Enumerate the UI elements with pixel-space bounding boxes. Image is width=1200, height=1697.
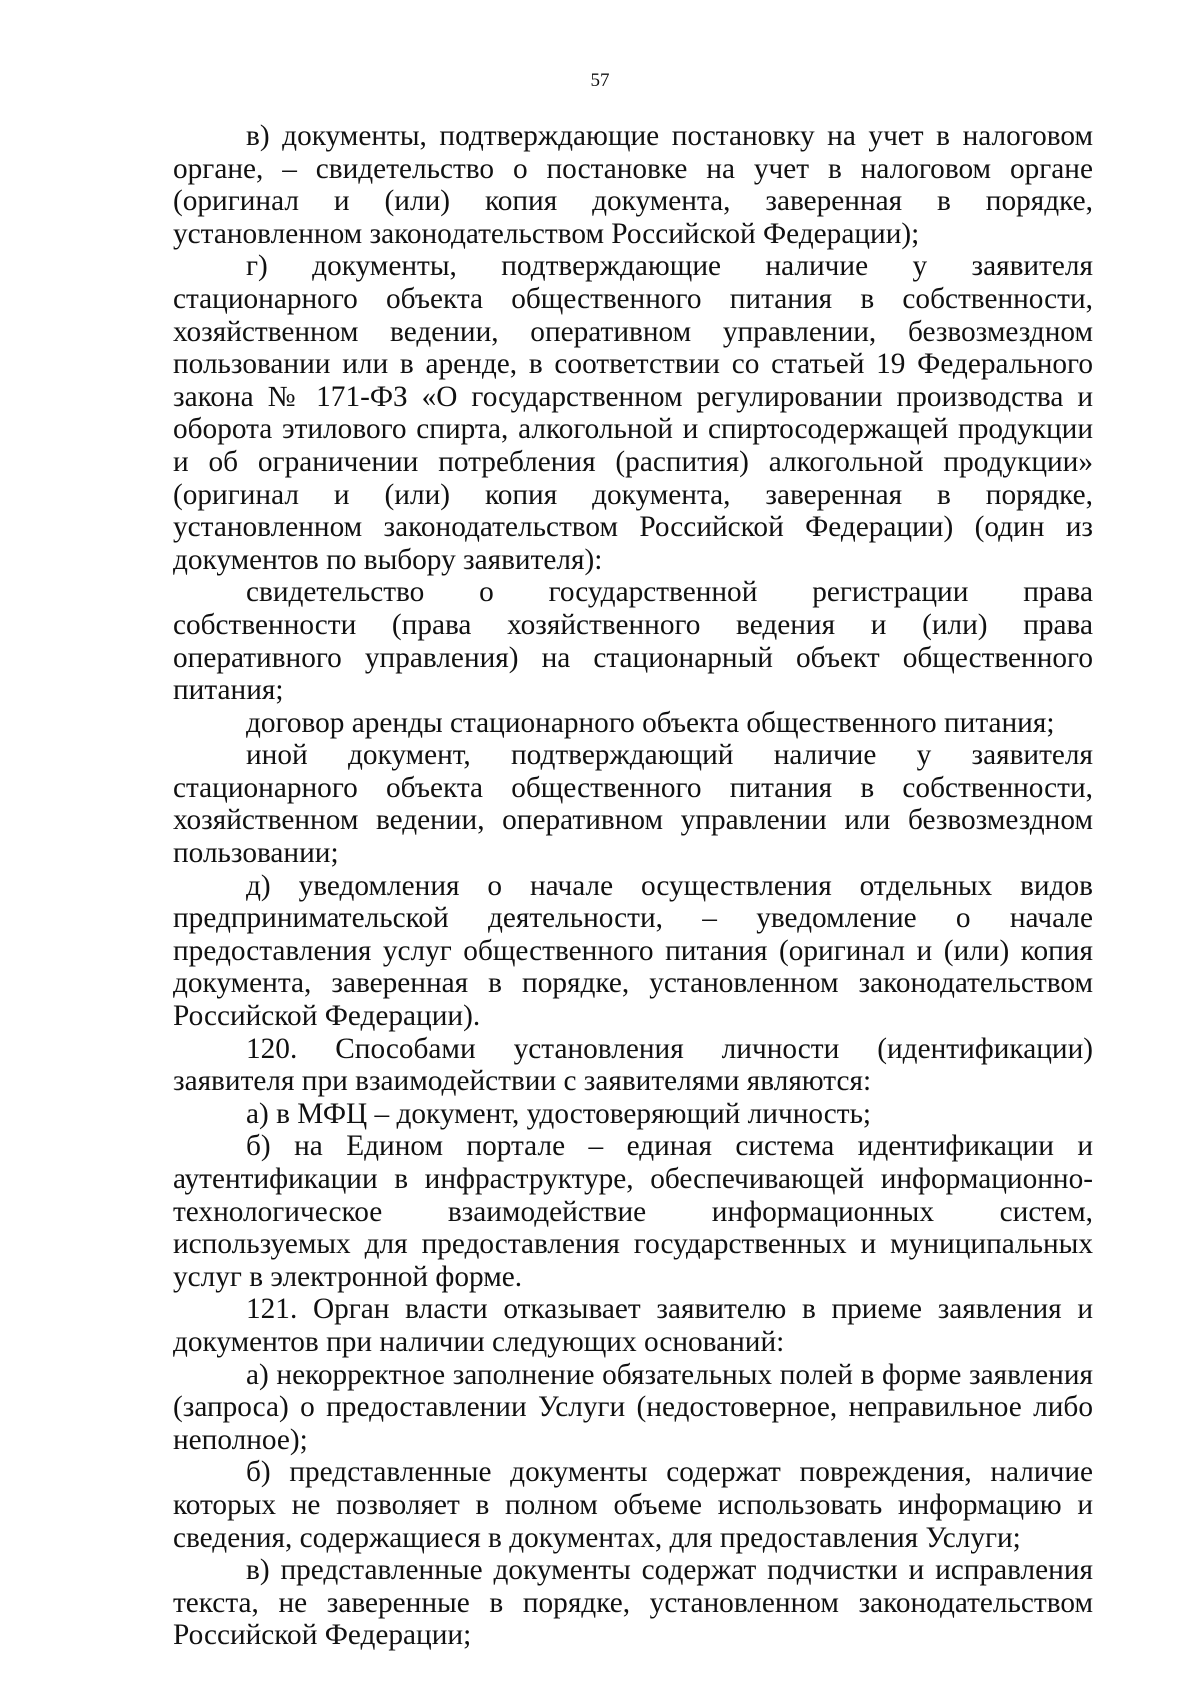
paragraph-d-notification: д) уведомления о начале осуществления отдельных видов предпринимательской деятельности, – уведомление о начале предоставления услуг общественного питания (оригинал и (или) копия документа, заверенная в порядке, установленном законодательством Российской Федерации).: [173, 869, 1093, 1033]
paragraph-v-corrections: в) представленные документы содержат подчистки и исправления текста, не заверенные в порядке, установленном законодательством Российской Федерации;: [173, 1554, 1093, 1652]
paragraph-lease-agreement: договор аренды стационарного объекта общественного питания;: [246, 706, 1055, 739]
paragraph-b-damaged-documents: б) представленные документы содержат повреждения, наличие которых не позволяет в полном объеме использовать информацию и сведения, содержащиеся в документах, для предоставления Услуги;: [173, 1456, 1093, 1554]
paragraph-g-catering-object-documents: г) документы, подтверждающие наличие у заявителя стационарного объекта общественного питания в собственности, хозяйственном ведении, оперативном управлении, безвозмездном пользовании или в аренде, в соответствии со статьей 19 Федерального закона № 171-ФЗ «О государственном регулировании производства и оборота этилового спирта, алкогольной и спиртосодержащей продукции и об ограничении потребления (распития) алкогольной продукции» (оригинал и (или) копия документа, заверенная в порядке, установленном законодательством Российской Федерации) (один из документов по выбору заявителя):: [173, 250, 1093, 576]
paragraph-121-refusal: 121. Орган власти отказывает заявителю в приеме заявления и документов при наличии следующих оснований:: [173, 1293, 1093, 1358]
paragraph-120-identification: 120. Способами установления личности (идентификации) заявителя при взаимодействии с заявителями являются:: [173, 1032, 1093, 1098]
page-number: 57: [590, 70, 610, 91]
paragraph-a-incorrect-fields: а) некорректное заполнение обязательных полей в форме заявления (запроса) о предоставлении Услуги (недостоверное, неправильное либо неполное);: [173, 1358, 1093, 1456]
paragraph-v-tax-registration: в) документы, подтверждающие постановку на учет в налоговом органе, – свидетельство о постановке на учет в налоговом органе (оригинал и (или) копия документа, заверенная в порядке, установленном законодательством Российской Федерации);: [173, 120, 1093, 250]
paragraph-ownership-certificate: свидетельство о государственной регистрации права собственности (права хозяйственного ведения и (или) права оперативного управления) на стационарный объект общественного питания;: [173, 576, 1093, 707]
paragraph-other-document: иной документ, подтверждающий наличие у заявителя стационарного объекта общественного питания в собственности, хозяйственном ведении, оперативном управлении или безвозмездном пользовании;: [173, 739, 1093, 870]
document-body: [173, 120, 1093, 1652]
paragraph-b-unified-portal: б) на Едином портале – единая система идентификации и аутентификации в инфраструктуре, обеспечивающей информационно-технологическое взаимодействие информационных систем, используемых для предоставления государственных и муниципальных услуг в электронной форме.: [173, 1130, 1093, 1293]
paragraph-a-mfc: а) в МФЦ – документ, удостоверяющий личность;: [246, 1097, 872, 1130]
